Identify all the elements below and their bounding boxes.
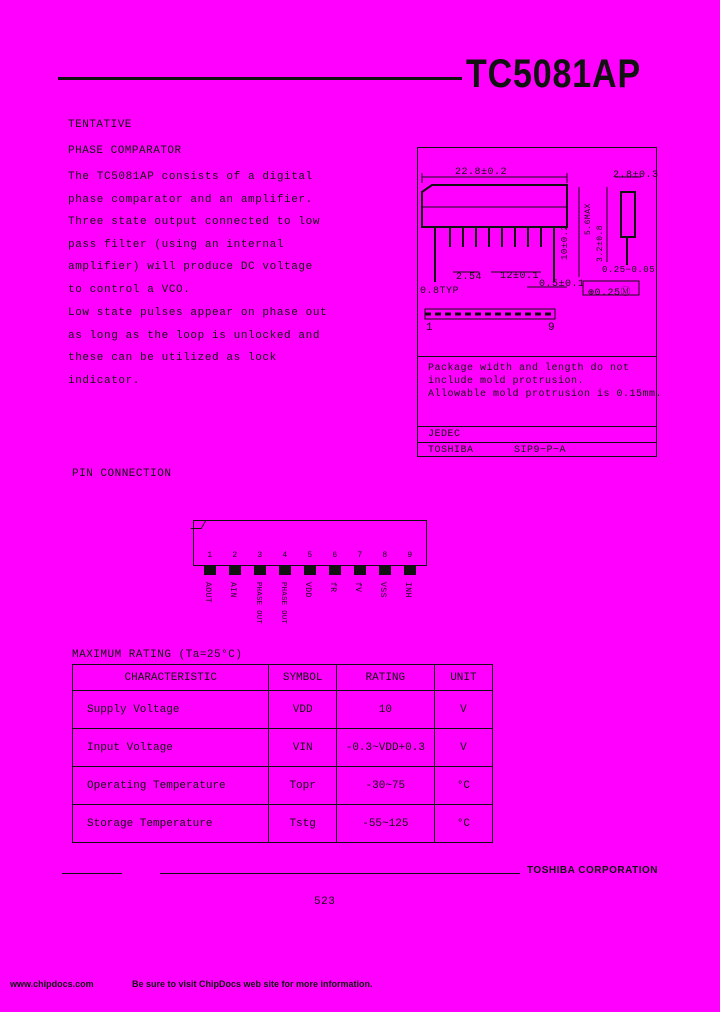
pin-first-label: 1 [426, 322, 434, 334]
pin-label: fV [353, 582, 362, 593]
pin [279, 551, 291, 575]
note-line: Package width and length do not [428, 363, 630, 374]
cell-unit: V [434, 729, 492, 767]
pin-number: 4 [282, 551, 288, 560]
paragraph-line: Three state output connected to low [68, 216, 321, 228]
table-row [73, 805, 493, 843]
jedec-label: JEDEC [428, 429, 461, 440]
pin-lead [379, 566, 391, 575]
column-header: UNIT [434, 665, 492, 691]
pin-number: 1 [207, 551, 213, 560]
company-name: TOSHIBA CORPORATION [527, 865, 658, 876]
paragraph-line: indicator. [68, 374, 141, 387]
pin-number: 5 [307, 551, 313, 560]
cell-rating: 10 [336, 691, 434, 729]
cell-characteristic: Supply Voltage [73, 691, 269, 729]
toshiba-code: SIP9−P−A [514, 445, 567, 456]
pin-number: 9 [407, 551, 413, 560]
site-link[interactable]: www.chipdocs.com [10, 979, 94, 989]
paragraph-line: as long as the loop is unlocked and [68, 329, 321, 342]
paragraph-line: The TC5081AP consists of a digital [68, 171, 313, 183]
table-row [73, 729, 493, 767]
pin [254, 551, 266, 575]
pin-label: AOUT [203, 582, 212, 604]
pin-label: VDD [303, 582, 312, 598]
footer-rule-left [62, 873, 122, 874]
pin-lead [204, 566, 216, 575]
tentative-label: TENTATIVE [68, 119, 132, 131]
pin [329, 551, 341, 575]
pin [229, 551, 241, 575]
pin-lead [254, 566, 266, 575]
dim-width: 0.5±0.1 [539, 279, 585, 290]
cell-unit: °C [434, 767, 492, 805]
cell-rating: -55~125 [336, 805, 434, 843]
cell-characteristic: Storage Temperature [73, 805, 269, 843]
package-note-divider [417, 356, 657, 357]
cell-characteristic: Operating Temperature [73, 767, 269, 805]
pin-label: fR [328, 582, 337, 593]
pin-number: 8 [382, 551, 388, 560]
note-line: Allowable mold protrusion is 0.15mm. [428, 389, 663, 400]
table-header-row [73, 665, 493, 691]
pin-label: PHASE OUT [279, 582, 287, 625]
column-header: RATING [336, 665, 434, 691]
header-rule [58, 77, 462, 80]
package-note [428, 362, 662, 401]
table-row [73, 691, 493, 729]
dim-pitch: 2.54 [456, 272, 483, 283]
cell-unit: °C [434, 805, 492, 843]
pin-lead [354, 566, 366, 575]
pin-label: PHASE OUT [254, 582, 262, 625]
pin-label: AIN [228, 582, 237, 598]
dim-height: 10±0.2 [560, 224, 570, 260]
jedec-divider [417, 426, 657, 427]
column-header: SYMBOL [269, 665, 336, 691]
pin-label: VSS [378, 582, 387, 598]
cell-characteristic: Input Voltage [73, 729, 269, 767]
paragraph-line: pass filter (using an internal [68, 238, 285, 251]
tolerance-symbol: ⊕0.25Ⓜ [588, 288, 632, 299]
dim-span: 12±0.1 [500, 271, 540, 282]
cell-symbol: VIN [269, 729, 336, 767]
table-row [73, 767, 493, 805]
dim-h2: 5.6MAX [584, 203, 593, 235]
toshiba-label: TOSHIBA [428, 445, 474, 456]
pin-lead [329, 566, 341, 575]
paragraph-line: these can be utilized as lock [68, 352, 277, 364]
pin-lead [304, 566, 316, 575]
pin-lead [279, 566, 291, 575]
cell-unit: V [434, 691, 492, 729]
pin [379, 551, 391, 575]
cell-symbol: VDD [269, 691, 336, 729]
pin-label-row [198, 582, 438, 625]
column-header: CHARACTERISTIC [73, 665, 269, 691]
page-number: 523 [314, 896, 336, 908]
dim-typ: 0.8TYP [420, 286, 460, 297]
pin-number: 2 [232, 551, 238, 560]
paragraph-line: amplifier) will produce DC voltage [68, 261, 313, 273]
pin [404, 551, 416, 575]
paragraph-line: phase comparator and an amplifier. [68, 193, 313, 206]
footer-rule-mid [160, 873, 520, 874]
description-paragraph-1 [68, 166, 368, 301]
pin [204, 551, 216, 575]
toshiba-divider [417, 442, 657, 443]
pin-number: 7 [357, 551, 363, 560]
dim-length: 22.8±0.2 [455, 167, 508, 178]
cell-rating: -30~75 [336, 767, 434, 805]
cell-rating: -0.3~VDD+0.3 [336, 729, 434, 767]
dim-thickness: 2.8±0.3 [613, 170, 659, 181]
site-notice: Be sure to visit ChipDocs web site for more information. [132, 979, 373, 989]
cell-symbol: Tstg [269, 805, 336, 843]
pin-last-label: 9 [548, 322, 556, 334]
pin-connection-heading: PIN CONNECTION [72, 468, 172, 480]
cell-symbol: Topr [269, 767, 336, 805]
paragraph-line: to control a VCO. [68, 283, 191, 296]
paragraph-line: Low state pulses appear on phase out [68, 307, 328, 319]
max-rating-table [72, 664, 493, 843]
pin-lead [229, 566, 241, 575]
pin-lead [404, 566, 416, 575]
subtitle: PHASE COMPARATOR [68, 145, 182, 157]
dim-lead: 3.2±0.8 [596, 224, 605, 262]
pin [354, 551, 366, 575]
pin-number: 6 [332, 551, 338, 560]
part-number-title: TC5081AP [466, 52, 641, 96]
pin [304, 551, 316, 575]
pin-label: INH [403, 582, 412, 598]
dim-lead-thickness: 0.25−0.05 [602, 265, 656, 275]
pin-number: 3 [257, 551, 263, 560]
note-line: include mold protrusion. [428, 376, 585, 387]
max-rating-heading: MAXIMUM RATING (Ta=25°C) [72, 649, 243, 661]
description-paragraph-2 [68, 302, 368, 392]
